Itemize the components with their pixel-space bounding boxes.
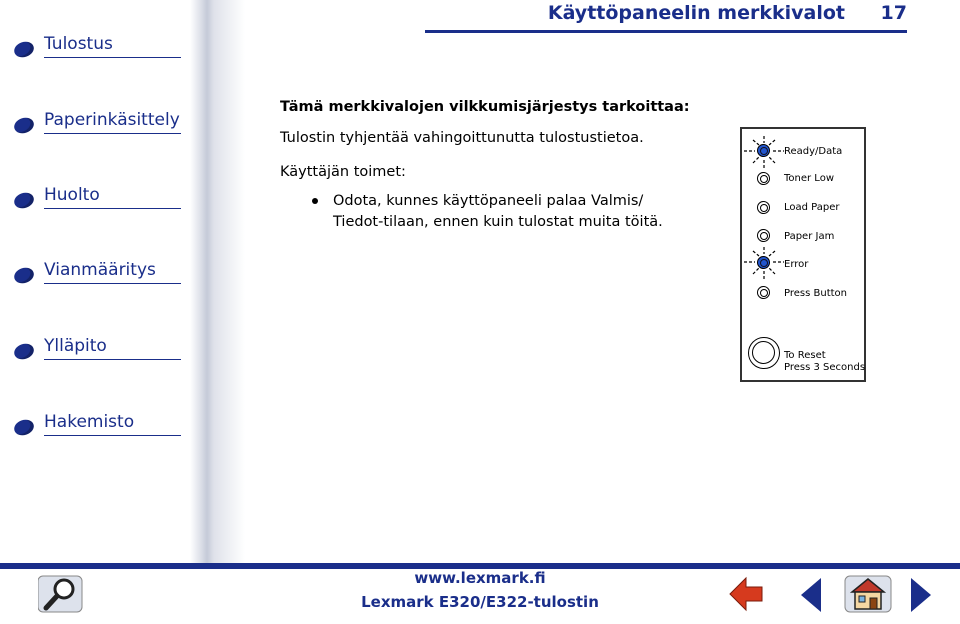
bullet-icon: [12, 265, 36, 285]
action-text-line2: Tiedot-tilaan, ennen kuin tulostat muita töitä.: [333, 214, 663, 230]
footer-url-link[interactable]: www.lexmark.fi: [414, 569, 546, 587]
panel-button-label-line2: Press 3 Seconds: [784, 362, 866, 373]
divider: [44, 133, 181, 134]
bullet-icon: [12, 39, 36, 59]
home-icon[interactable]: [844, 574, 892, 614]
divider: [44, 208, 181, 209]
press-button-led-icon: [757, 286, 770, 299]
previous-page-icon[interactable]: [799, 576, 823, 614]
search-icon[interactable]: [38, 574, 84, 614]
back-arrow-icon[interactable]: [728, 575, 764, 613]
panel-label-toner: Toner Low: [784, 173, 834, 184]
content-heading: Tämä merkkivalojen vilkkumisjärjestys tarkoittaa:: [280, 99, 690, 115]
bullet-icon: [12, 115, 36, 135]
error-led-icon: [757, 256, 770, 269]
panel-label-press: Press Button: [784, 288, 847, 299]
load-paper-led-icon: [757, 201, 770, 214]
divider: [44, 435, 181, 436]
sidebar-item-tulostus[interactable]: [0, 30, 185, 60]
bullet-dot: [312, 198, 318, 204]
panel-label-jam: Paper Jam: [784, 231, 835, 242]
panel-button-label-line1: To Reset: [784, 350, 826, 361]
sidebar-item-yllapito[interactable]: [0, 332, 185, 362]
sidebar-item-label: Ylläpito: [44, 336, 107, 356]
divider: [44, 283, 181, 284]
page-number: 17: [880, 2, 907, 24]
toner-low-led-icon: [757, 172, 770, 185]
next-page-icon[interactable]: [909, 576, 933, 614]
action-text-line1: Odota, kunnes käyttöpaneeli palaa Valmis/: [333, 193, 644, 209]
sidebar-item-label: Huolto: [44, 185, 100, 205]
sidebar-item-label: Hakemisto: [44, 412, 135, 432]
content-description: Tulostin tyhjentää vahingoittunutta tulostustietoa.: [280, 130, 644, 146]
page-title: Käyttöpaneelin merkkivalot: [547, 2, 845, 24]
sidebar-item-hakemisto[interactable]: [0, 408, 185, 438]
panel-label-load: Load Paper: [784, 202, 840, 213]
paper-jam-led-icon: [757, 229, 770, 242]
bullet-icon: [12, 190, 36, 210]
bullet-icon: [12, 341, 36, 361]
sidebar-item-label: Tulostus: [44, 34, 113, 54]
panel-label-error: Error: [784, 259, 809, 270]
divider: [44, 359, 181, 360]
sidebar-item-label: Paperinkäsittely: [44, 110, 180, 130]
actions-heading: Käyttäjän toimet:: [280, 164, 406, 180]
bullet-icon: [12, 417, 36, 437]
panel-label-ready: Ready/Data: [784, 146, 843, 157]
header-divider: [425, 30, 907, 33]
sidebar-item-paperinkasittely[interactable]: [0, 106, 185, 136]
sidebar-item-label: Vianmääritys: [44, 260, 156, 280]
footer-model: Lexmark E320/E322-tulostin: [361, 593, 599, 611]
panel-button-icon: [748, 337, 780, 369]
divider: [44, 57, 181, 58]
sidebar-item-huolto[interactable]: [0, 181, 185, 211]
sidebar-item-vianmaaritys[interactable]: [0, 256, 185, 286]
ready-data-led-icon: [757, 144, 770, 157]
